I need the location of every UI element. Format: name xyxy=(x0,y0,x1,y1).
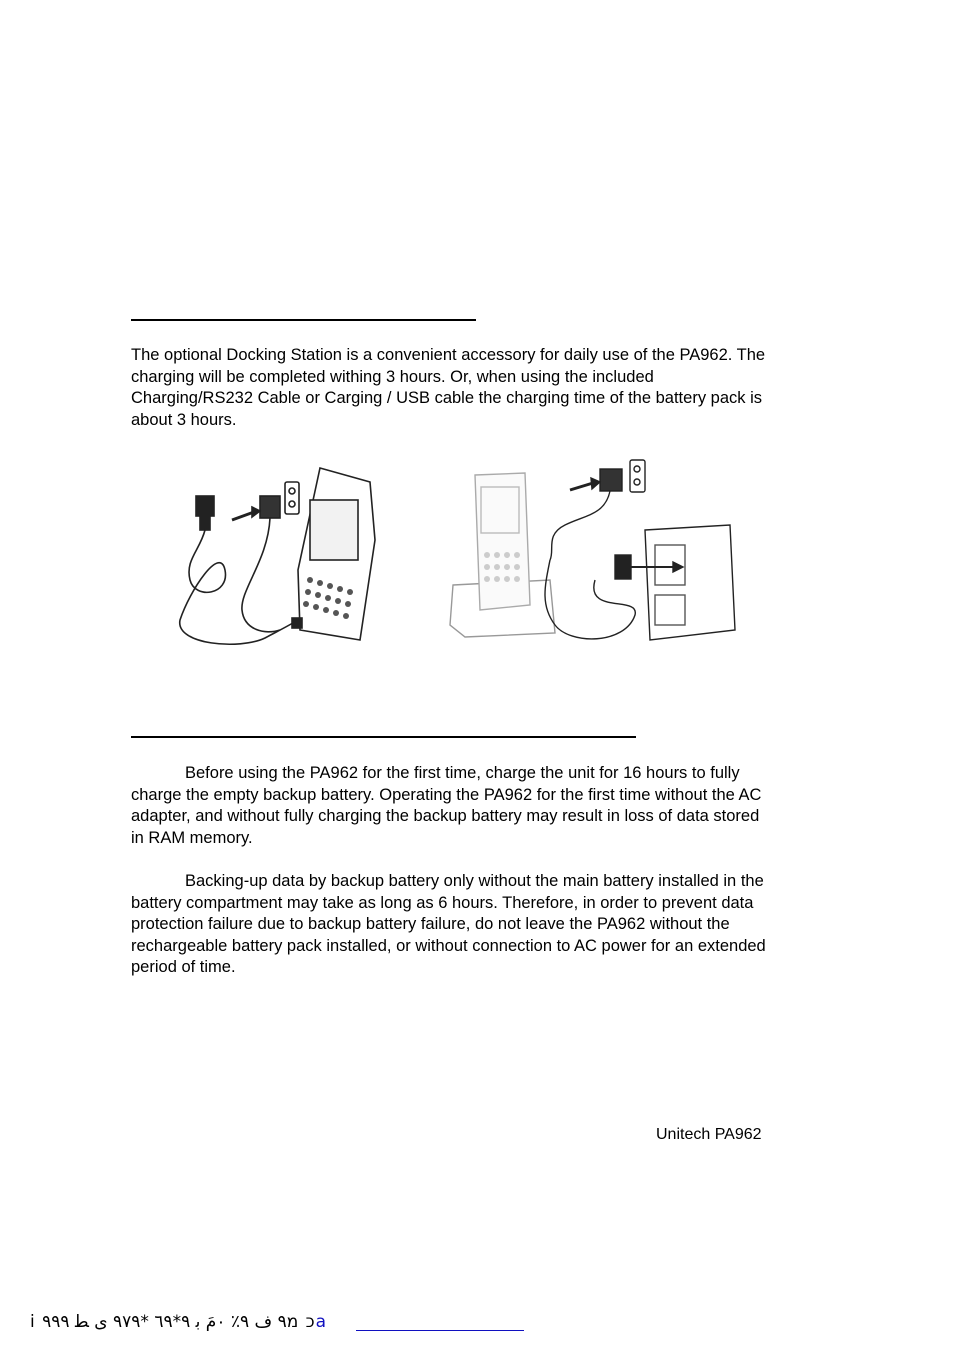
garbled-link[interactable]: a xyxy=(315,1312,328,1332)
charging-cable-figure xyxy=(170,460,390,655)
docking-station-figure xyxy=(445,455,745,665)
footer-link-underline xyxy=(356,1330,524,1331)
section1-paragraph: The optional Docking Station is a convenient accessory for daily use of the PA962. The charging will be completed withing 3 hours. Or, when using the included Charging/RS232 Cable or Carging / USB cable the charging time of the battery pack is about 3 hours. xyxy=(131,346,766,429)
footer-garbled-text xyxy=(30,1312,327,1332)
garbled-text: i כ מ٩ ف ٩٪ ٠مَ ﺑ ٩*٦٩ *٩٧٩ ى ﻄ ٩٩٩ xyxy=(30,1312,316,1332)
section2-paragraph-2: Backing-up data by backup battery only without the main battery installed in the battery compartment may take as long as 6 hours. Therefore, in order to prevent data protection failure due to backup battery failure, do not leave the PA962 without the rechargeable battery pack installed, or without connection to AC power for an extended period of time. xyxy=(131,872,766,976)
section2-paragraph-1: Before using the PA962 for the first time, charge the unit for 16 hours to fully charge the empty backup battery. Operating the PA962 for the first time without the AC adapter, and without fully charging the backup battery may result in loss of data stored in RAM memory. xyxy=(131,764,762,847)
section2-heading-rule xyxy=(131,736,636,738)
footer-brand: Unitech PA962 xyxy=(656,1126,762,1143)
section1-heading-rule xyxy=(131,319,476,321)
